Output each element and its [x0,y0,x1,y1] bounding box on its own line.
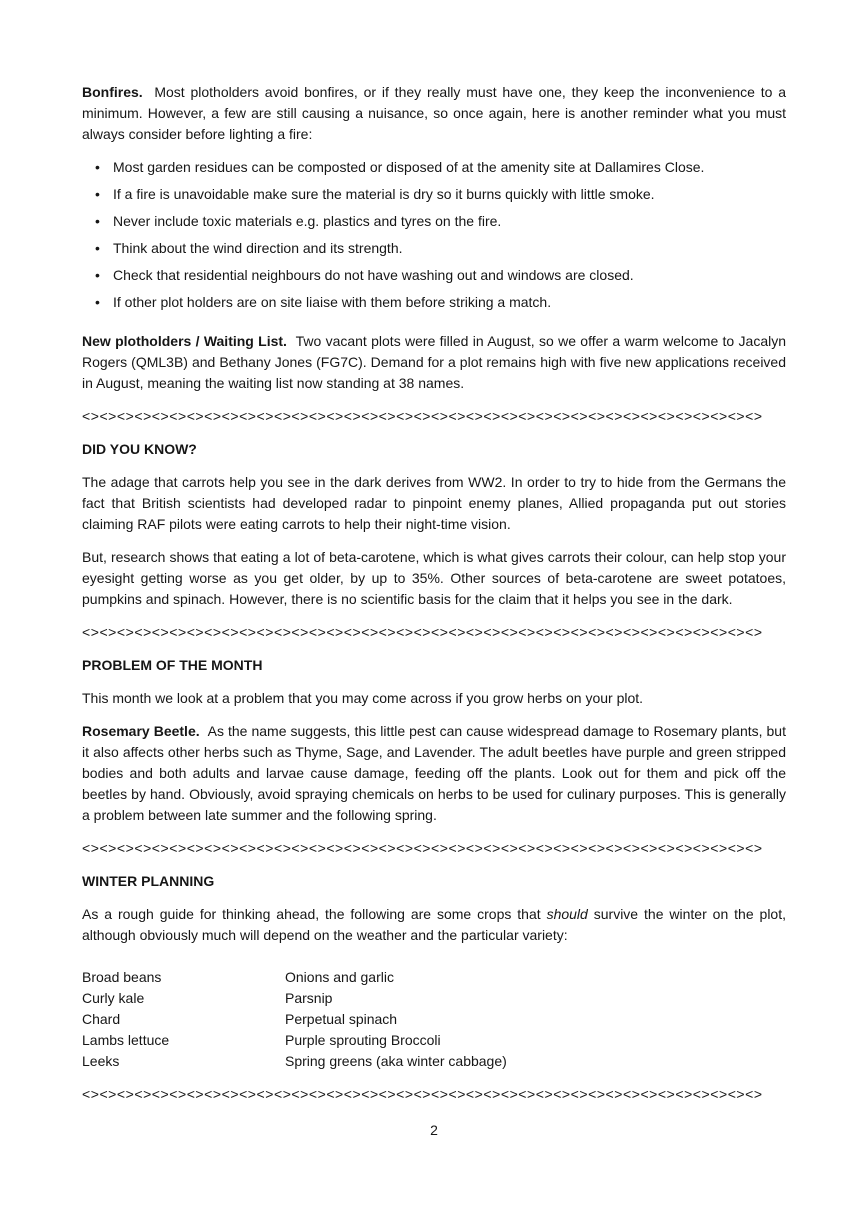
new-plotholders-body: Two vacant plots were filled in August, so we offer a warm welcome to Jacalyn Rogers (QML3B) and Bethany Jones (FG7C). Demand for a plot remains high with five new applications received in August, meaning the waiting list now standing at 38 names. [82,333,786,391]
did-you-know-heading: DID YOU KNOW? [82,441,197,457]
crop-cell: Onions and garlic [285,969,394,985]
rosemary-beetle-body: As the name suggests, this little pest can cause widespread damage to Rosemary plants, but it also affects other herbs such as Thyme, Sage, and Lavender. The adult beetles have purple and green stripped bodies and both adults and larvae cause damage, feeding off the plants. Look out for them and pick off the beetles by hand. Obviously, avoid spraying chemicals on herbs to be used for culinary purposes. This is generally a problem between late summer and the following spring. [82,723,786,823]
problem-of-month-heading: PROBLEM OF THE MONTH [82,657,263,673]
table-row [82,1051,786,1072]
rosemary-beetle-lead: Rosemary Beetle. [82,723,200,739]
winter-planning-heading: WINTER PLANNING [82,873,215,889]
bullet-icon: • [95,213,100,229]
crop-cell: Broad beans [82,969,162,985]
bullet-icon: • [95,159,100,175]
list-item-text: If other plot holders are on site liaise with them before striking a match. [113,294,552,310]
crop-cell: Perpetual spinach [285,1011,398,1027]
list-item [82,238,786,259]
list-item [82,292,786,313]
table-row [82,967,786,988]
crop-cell: Leeks [82,1053,120,1069]
list-item [82,157,786,178]
crop-cell: Curly kale [82,990,145,1006]
winter-planning-intro-text: As a rough guide for thinking ahead, the following are some crops that [82,906,547,922]
list-item-text: Think about the wind direction and its strength. [113,240,403,256]
problem-of-month-intro: This month we look at a problem that you may come across if you grow herbs on your plot. [82,690,644,706]
winter-planning-intro-italic: should [546,906,588,922]
bullet-icon: • [95,240,100,256]
list-item-text: Most garden residues can be composted or disposed of at the amenity site at Dallamires Close. [113,159,705,175]
crop-cell: Purple sprouting Broccoli [285,1032,441,1048]
table-row [82,1009,786,1030]
new-plotholders-paragraph [82,331,786,394]
bullet-icon: • [95,294,100,310]
bonfires-lead: Bonfires. [82,84,143,100]
page-number: 2 [430,1122,438,1138]
new-plotholders-lead: New plotholders / Waiting List. [82,333,287,349]
list-item-text: If a fire is unavoidable make sure the material is dry so it burns quickly with little smoke. [113,186,655,202]
list-item [82,211,786,232]
table-row [82,1030,786,1051]
list-item [82,184,786,205]
rosemary-beetle-paragraph [82,721,786,826]
winter-planning-intro-text: survive the winter on the plot, although obviously much will depend on the weather and the particular variety: [82,906,786,943]
did-you-know-paragraph-1: The adage that carrots help you see in the dark derives from WW2. In order to try to hide from the Germans the fact that British scientists had developed radar to pinpoint enemy planes, Allied propaganda put out stories claiming RAF pilots were eating carrots to help their night-time vision. [82,474,786,532]
list-item-text: Check that residential neighbours do not have washing out and windows are closed. [113,267,634,283]
winter-crops-table [82,967,786,1072]
section-divider: <><><><><><><><><><><><><><><><><><><><><><><><><><><><><><><><><><><><><><><> [82,1086,763,1102]
bullet-icon: • [95,267,100,283]
table-row [82,988,786,1009]
crop-cell: Spring greens (aka winter cabbage) [285,1053,507,1069]
bullet-icon: • [95,186,100,202]
winter-planning-intro [82,904,786,946]
crop-cell: Parsnip [285,990,333,1006]
did-you-know-paragraph-2: But, research shows that eating a lot of beta-carotene, which is what gives carrots their colour, can help stop your eyesight getting worse as you get older, by up to 35%. Other sources of beta-carotene are sweet potatoes, pumpkins and spinach. However, there is no scientific basis for the claim that it helps you see in the dark. [82,549,786,607]
bonfire-rules-list [82,157,786,313]
bonfires-paragraph [82,82,786,145]
list-item-text: Never include toxic materials e.g. plastics and tyres on the fire. [113,213,502,229]
crop-cell: Lambs lettuce [82,1032,170,1048]
bonfires-body: Most plotholders avoid bonfires, or if they really must have one, they keep the inconvenience to a minimum. However, a few are still causing a nuisance, so once again, here is another reminder what you must always consider before lighting a fire: [82,84,786,142]
crop-cell: Chard [82,1011,121,1027]
section-divider: <><><><><><><><><><><><><><><><><><><><><><><><><><><><><><><><><><><><><><><> [82,408,763,424]
section-divider: <><><><><><><><><><><><><><><><><><><><><><><><><><><><><><><><><><><><><><><> [82,624,763,640]
section-divider: <><><><><><><><><><><><><><><><><><><><><><><><><><><><><><><><><><><><><><><> [82,840,763,856]
list-item [82,265,786,286]
